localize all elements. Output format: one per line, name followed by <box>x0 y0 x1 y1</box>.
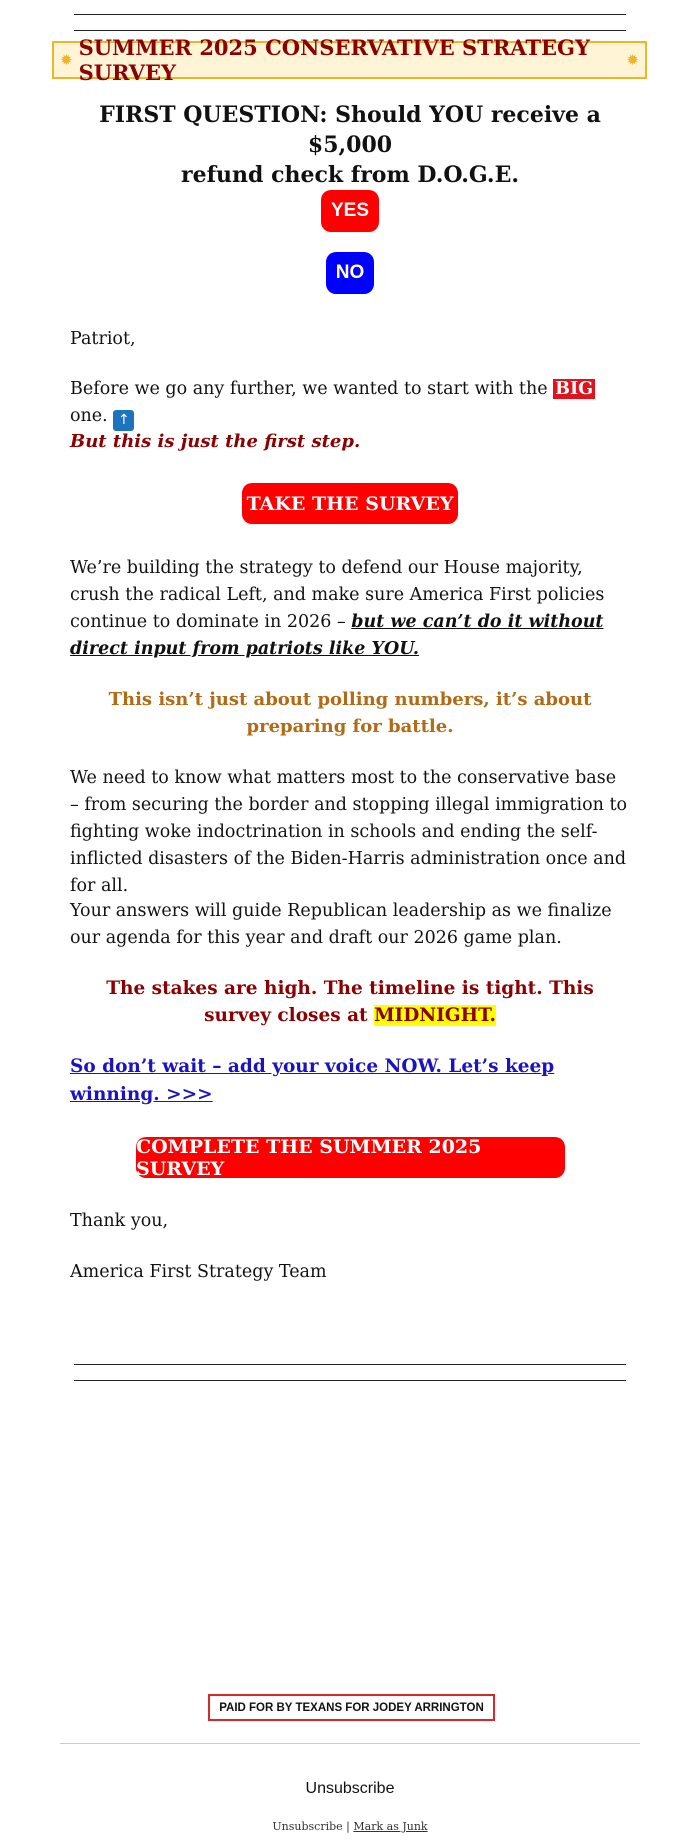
intro-text: Before we go any further, we wanted to start with the <box>70 379 548 399</box>
footer-link-divider: | <box>346 1820 350 1833</box>
survey-banner <box>52 35 647 85</box>
unsubscribe-link[interactable]: Unsubscribe <box>305 1780 395 1797</box>
stakes-text: The stakes are high. The timeline is tight. This survey closes at <box>106 978 594 1026</box>
intro-paragraph <box>70 376 630 431</box>
mark-as-junk-link[interactable]: Mark as Junk <box>353 1820 428 1833</box>
first-question <box>70 100 630 190</box>
salutation: Patriot, <box>70 329 136 349</box>
bottom-rule-2 <box>74 1380 626 1381</box>
up-arrow-icon: ↑ <box>113 410 134 431</box>
complete-survey-button[interactable]: COMPLETE THE SUMMER 2025 SURVEY <box>136 1137 565 1178</box>
stakes-line <box>72 975 628 1029</box>
first-step-line: But this is just the first step. <box>70 431 361 452</box>
strategy-emphasis: but we can’t do it without direct input from patriots like YOU. <box>70 612 604 659</box>
thanks-line: Thank you, <box>70 1211 169 1231</box>
big-badge: BIG <box>555 379 594 399</box>
battle-line: This isn’t just about polling numbers, it’s about preparing for battle. <box>108 689 592 737</box>
top-rule-1 <box>74 14 626 15</box>
no-button[interactable]: NO <box>326 252 374 294</box>
top-rule-2 <box>74 30 626 31</box>
priorities-paragraph: We need to know what matters most to the conservative base – from securing the border and stopping illegal immigration to fighting woke indoctrination in schools and ending the self-inflicted disasters of the Biden-Harris administration once and for all. <box>70 768 628 896</box>
sun-icon: ✹ <box>626 51 639 69</box>
add-voice-link[interactable]: So don’t wait – add your voice NOW. Let’s keep winning. >>> <box>70 1056 555 1105</box>
signature: America First Strategy Team <box>70 1262 327 1282</box>
guidance-paragraph: Your answers will guide Republican leadership as we finalize our agenda for this year and draft our 2026 game plan. <box>70 901 612 948</box>
paid-for-disclaimer: PAID FOR BY TEXANS FOR JODEY ARRINGTON <box>208 1694 495 1721</box>
footer-links <box>0 1820 700 1833</box>
intro-text-end: one. <box>70 406 108 426</box>
midnight-highlight: MIDNIGHT. <box>374 1005 496 1026</box>
add-voice-line <box>70 1053 630 1109</box>
question-line-1: FIRST QUESTION: Should YOU receive a $5,000 <box>99 102 601 158</box>
question-line-2: refund check from D.O.G.E. <box>180 162 519 188</box>
bottom-rule-1 <box>74 1364 626 1365</box>
small-unsubscribe-link[interactable]: Unsubscribe <box>272 1820 343 1833</box>
strategy-text: We’re building the strategy to defend our House majority, crush the radical Left, and make sure America First policies continue to dominate in 2026 – <box>70 558 605 632</box>
sun-icon: ✹ <box>60 51 73 69</box>
banner-title: SUMMER 2025 CONSERVATIVE STRATEGY SURVEY <box>78 35 590 85</box>
strategy-paragraph <box>70 555 630 663</box>
take-survey-button[interactable]: TAKE THE SURVEY <box>242 483 458 524</box>
yes-button[interactable]: YES <box>321 190 379 232</box>
footer-divider <box>60 1743 640 1744</box>
